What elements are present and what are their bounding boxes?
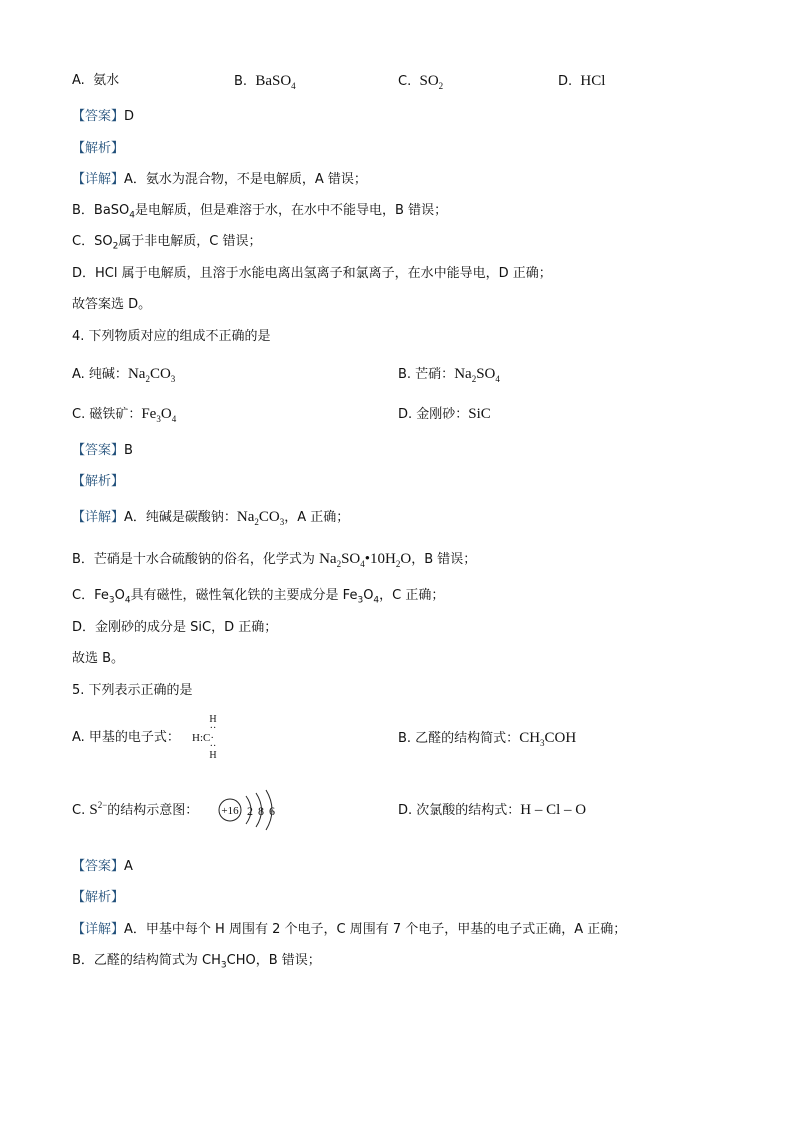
q4-detail-c: C．$Fe_3O_4$具有磁性，磁性氧化铁的主要成分是 $Fe_3O_4$，C 正确；	[72, 588, 445, 606]
q3-option-c: C. $SO_2$	[398, 73, 444, 91]
q5-answer: 【答案】A	[72, 859, 133, 874]
q3-answer: 【答案】D	[72, 109, 135, 124]
q4-analysis-heading: 【解析】	[72, 474, 125, 489]
q4-option-b: B. 芒硝：$Na_2SO_4$	[398, 366, 500, 384]
q5-option-d: D. 次氯酸的结构式：H – Cl – O	[398, 802, 587, 818]
q5-option-a: A. 甲基的电子式：	[72, 730, 180, 745]
q4-option-a: A. 纯碱：$Na_2CO_3$	[72, 366, 176, 384]
q3-detail-c: C．$SO_2$属于非电解质，C 错误；	[72, 234, 262, 252]
q3-option-b: B. BaSO$_4$	[234, 73, 296, 91]
q3-detail-a: 【详解】A．氨水为混合物，不是电解质，A 错误；	[72, 172, 367, 187]
nucleus-charge: +16	[221, 805, 239, 817]
q5-detail-a: 【详解】A．甲基中每个 H 周围有 2 个电子，C 周围有 7 个电子，甲基的电子式正确，A 正确；	[72, 922, 627, 937]
q4-option-d: D. 金刚砂：SiC	[398, 406, 491, 422]
q3-option-d: D. HCl	[558, 73, 606, 89]
sulfide-ion-structure-diagram	[216, 788, 282, 832]
q3-analysis-heading: 【解析】	[72, 141, 125, 156]
q4-detail-a: 【详解】A．纯碱是碳酸钠：$Na_2CO_3$，A 正确；	[72, 509, 350, 527]
methyl-electron-formula: H ·· H:C· ·· H	[192, 714, 217, 761]
q4-stem: 4. 下列物质对应的组成不正确的是	[72, 329, 271, 344]
q5-analysis-heading: 【解析】	[72, 890, 125, 905]
q4-detail-b: B．芒硝是十水合硫酸钠的俗名，化学式为 $Na_2SO_4•10H_2O$，B 错误；	[72, 551, 477, 569]
q3-option-a: A. 氨水	[72, 73, 120, 88]
q4-answer: 【答案】B	[72, 443, 133, 458]
q3-detail-d: D．HCl 属于电解质，且溶于水能电离出氢离子和氯离子，在水中能导电，D 正确；	[72, 266, 552, 281]
shell-electron-counts: 2 8 6	[247, 804, 276, 818]
q4-conclusion: 故选 B。	[72, 651, 125, 666]
q5-stem: 5. 下列表示正确的是	[72, 683, 193, 698]
q4-detail-d: D．金刚砂的成分是 SiC，D 正确；	[72, 620, 278, 635]
q3-detail-b: B．BaSO$_4$是电解质，但是难溶于水，在水中不能导电，B 错误；	[72, 203, 448, 221]
q3-conclusion: 故答案选 D。	[72, 297, 152, 312]
q5-option-c: C. $S^{2-}$的结构示意图：	[72, 800, 199, 818]
q5-option-b: B. 乙醛的结构简式：$CH_3COH$	[398, 730, 577, 748]
q5-detail-b: B．乙醛的结构简式为 $CH_3CHO$，B 错误；	[72, 953, 321, 971]
q4-option-c: C. 磁铁矿：$Fe_3O_4$	[72, 406, 177, 424]
